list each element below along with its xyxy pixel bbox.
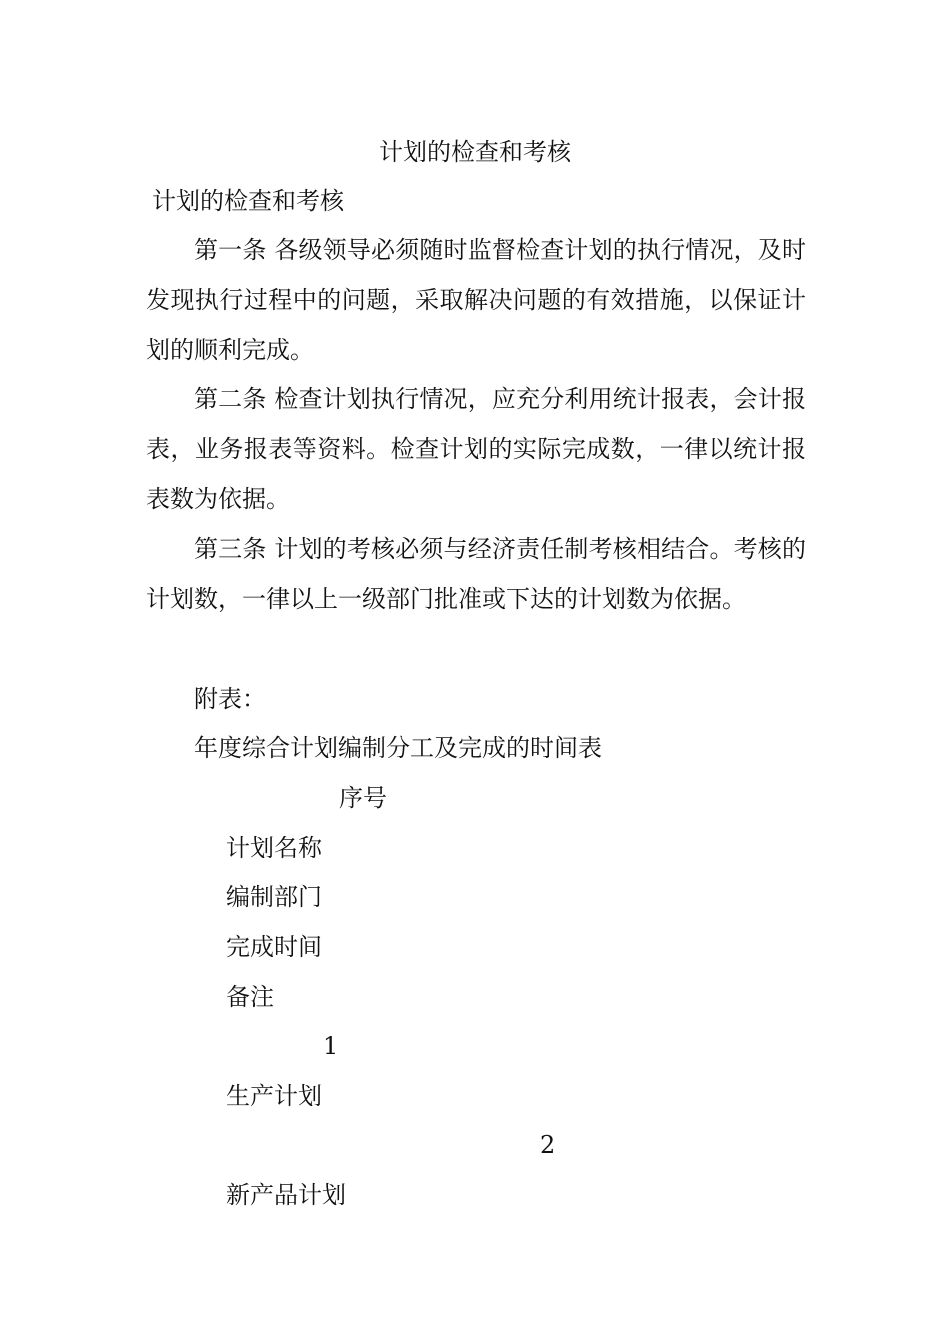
table-header-index: 序号 [339, 784, 387, 812]
attachment-label: 附表： [194, 685, 266, 713]
table-row-2-index: 2 [540, 1131, 556, 1159]
paragraph-article-2: 第二条 检查计划执行情况，应充分利用统计报表，会计报表，业务报表等资料。检查计划的实际完成数，一律以统计报表数为依据。 [146, 385, 806, 513]
table-header-note: 备注 [226, 983, 274, 1011]
table-header-completion-time: 完成时间 [226, 933, 322, 961]
paragraph-article-1: 第一条 各级领导必须随时监督检查计划的执行情况，及时发现执行过程中的问题，采取解决问题的有效措施，以保证计划的顺利完成。 [146, 236, 806, 364]
table-title: 年度综合计划编制分工及完成的时间表 [194, 734, 602, 762]
document-title: 计划的检查和考核 [379, 138, 571, 166]
table-row-1-name: 生产计划 [226, 1082, 322, 1110]
paragraph-article-3: 第三条 计划的考核必须与经济责任制考核相结合。考核的计划数，一律以上一级部门批准或下达的计划数为依据。 [146, 535, 806, 613]
table-row-2-name: 新产品计划 [226, 1181, 346, 1209]
table-header-department: 编制部门 [226, 883, 322, 911]
table-header-name: 计划名称 [226, 834, 322, 862]
table-row-1-index: 1 [323, 1032, 339, 1060]
document-subtitle: 计划的检查和考核 [152, 187, 344, 215]
